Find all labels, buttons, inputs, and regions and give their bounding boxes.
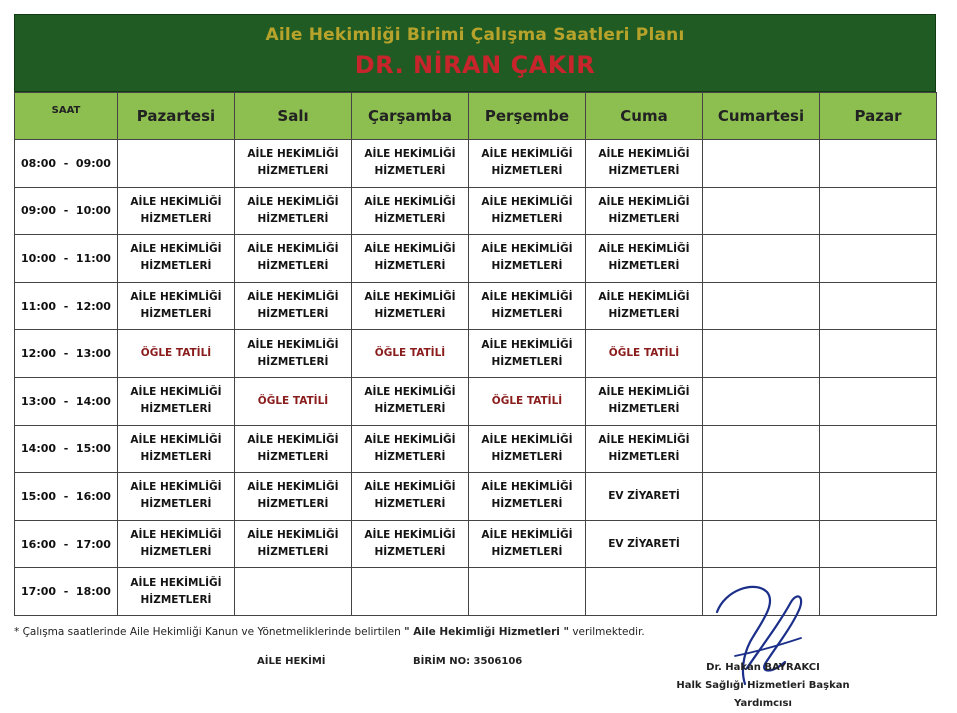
- cell-text-line: AİLE HEKİMLİĞİ: [130, 433, 222, 446]
- table-row: [15, 330, 937, 378]
- empty-cell: [703, 520, 820, 568]
- schedule-table: [14, 92, 937, 616]
- cell-text-line: AİLE HEKİMLİĞİ: [364, 148, 456, 161]
- footnote-emphasis: " Aile Hekimliği Hizmetleri ": [404, 626, 569, 638]
- empty-cell: [703, 425, 820, 473]
- schedule-cell: [469, 282, 586, 330]
- cell-text-line: HİZMETLERİ: [491, 165, 563, 178]
- cell-text-line: AİLE HEKİMLİĞİ: [598, 386, 690, 399]
- cell-text-line: AİLE HEKİMLİĞİ: [364, 481, 456, 494]
- cell-text-line: AİLE HEKİMLİĞİ: [247, 148, 339, 161]
- lunch-break-cell: [586, 330, 703, 378]
- schedule-cell: [235, 235, 352, 283]
- cell-text-line: AİLE HEKİMLİĞİ: [247, 433, 339, 446]
- footnote-suffix: verilmektedir.: [568, 626, 645, 638]
- table-row: [15, 140, 937, 188]
- schedule-cell: [469, 520, 586, 568]
- cell-text-line: AİLE HEKİMLİĞİ: [364, 243, 456, 256]
- schedule-cell: [352, 140, 469, 188]
- schedule-cell: [352, 377, 469, 425]
- cell-text-line: AİLE HEKİMLİĞİ: [481, 481, 573, 494]
- cell-text-line: HİZMETLERİ: [140, 546, 212, 559]
- cell-text-line: AİLE HEKİMLİĞİ: [364, 291, 456, 304]
- column-header-pazar: Pazar: [820, 93, 937, 140]
- empty-cell: [820, 187, 937, 235]
- schedule-cell: [352, 282, 469, 330]
- cell-text-line: HİZMETLERİ: [491, 212, 563, 225]
- schedule-cell: [118, 520, 235, 568]
- empty-cell: [820, 377, 937, 425]
- cell-text-line: AİLE HEKİMLİĞİ: [481, 243, 573, 256]
- cell-text-line: AİLE HEKİMLİĞİ: [598, 243, 690, 256]
- schedule-cell: [352, 235, 469, 283]
- cell-text-line: AİLE HEKİMLİĞİ: [481, 148, 573, 161]
- cell-text-line: HİZMETLERİ: [608, 260, 680, 273]
- cell-text-line: HİZMETLERİ: [608, 403, 680, 416]
- schedule-cell: [586, 473, 703, 521]
- cell-text-line: HİZMETLERİ: [374, 546, 446, 559]
- column-header-cumartesi: Cumartesi: [703, 93, 820, 140]
- cell-text-line: ÖĞLE TATİLİ: [140, 347, 212, 360]
- column-header-sali: Salı: [235, 93, 352, 140]
- lunch-break-cell: [469, 377, 586, 425]
- column-header-pazartesi: Pazartesi: [118, 93, 235, 140]
- plan-title: Aile Hekimliği Birimi Çalışma Saatleri Planı: [265, 25, 685, 45]
- schedule-cell: [352, 473, 469, 521]
- cell-text-line: HİZMETLERİ: [140, 212, 212, 225]
- cell-text-line: ÖĞLE TATİLİ: [374, 347, 446, 360]
- cell-text-line: HİZMETLERİ: [374, 450, 446, 463]
- schedule-cell: [235, 282, 352, 330]
- cell-text-line: ÖĞLE TATİLİ: [608, 347, 680, 360]
- cell-text-line: HİZMETLERİ: [608, 308, 680, 321]
- time-slot: 11:00 - 12:00: [15, 282, 118, 330]
- schedule-cell: [469, 473, 586, 521]
- empty-cell: [820, 473, 937, 521]
- empty-cell: [703, 330, 820, 378]
- time-slot: 13:00 - 14:00: [15, 377, 118, 425]
- time-slot: 09:00 - 10:00: [15, 187, 118, 235]
- empty-cell: [820, 140, 937, 188]
- empty-cell: [235, 568, 352, 616]
- cell-text-line: AİLE HEKİMLİĞİ: [364, 386, 456, 399]
- schedule-cell: [235, 425, 352, 473]
- cell-text-line: AİLE HEKİMLİĞİ: [364, 529, 456, 542]
- cell-text-line: AİLE HEKİMLİĞİ: [481, 433, 573, 446]
- official-title: Halk Sağlığı Hizmetleri Başkan Yardımcısı: [676, 680, 850, 709]
- column-header-saat: SAAT: [15, 93, 118, 140]
- schedule-cell: [235, 140, 352, 188]
- table-row: [15, 282, 937, 330]
- empty-cell: [118, 140, 235, 188]
- empty-cell: [586, 568, 703, 616]
- cell-text-line: EV ZİYARETİ: [608, 489, 680, 502]
- cell-text-line: HİZMETLERİ: [374, 260, 446, 273]
- cell-text-line: HİZMETLERİ: [257, 260, 329, 273]
- cell-text-line: AİLE HEKİMLİĞİ: [598, 433, 690, 446]
- empty-cell: [703, 235, 820, 283]
- cell-text-line: AİLE HEKİMLİĞİ: [247, 529, 339, 542]
- cell-text-line: HİZMETLERİ: [257, 212, 329, 225]
- cell-text-line: AİLE HEKİMLİĞİ: [130, 529, 222, 542]
- schedule-cell: [118, 473, 235, 521]
- empty-cell: [703, 140, 820, 188]
- doctor-name: DR. NİRAN ÇAKIR: [354, 51, 596, 79]
- official-signature-block: [648, 659, 878, 713]
- cell-text-line: ÖĞLE TATİLİ: [257, 394, 329, 407]
- schedule-cell: [586, 425, 703, 473]
- cell-text-line: AİLE HEKİMLİĞİ: [130, 576, 222, 589]
- cell-text-line: AİLE HEKİMLİĞİ: [247, 338, 339, 351]
- cell-text-line: AİLE HEKİMLİĞİ: [130, 243, 222, 256]
- table-row: [15, 377, 937, 425]
- cell-text-line: HİZMETLERİ: [374, 165, 446, 178]
- cell-text-line: HİZMETLERİ: [140, 308, 212, 321]
- schedule-cell: [469, 140, 586, 188]
- unit-number-label: BİRİM NO: 3506106: [413, 656, 523, 667]
- schedule-cell: [586, 282, 703, 330]
- empty-cell: [820, 520, 937, 568]
- schedule-cell: [235, 473, 352, 521]
- cell-text-line: AİLE HEKİMLİĞİ: [130, 291, 222, 304]
- empty-cell: [703, 473, 820, 521]
- time-slot: 10:00 - 11:00: [15, 235, 118, 283]
- cell-text-line: AİLE HEKİMLİĞİ: [598, 148, 690, 161]
- footnote-prefix: * Çalışma saatlerinde Aile Hekimliği Kanun ve Yönetmeliklerinde belirtilen: [14, 626, 405, 638]
- cell-text-line: HİZMETLERİ: [140, 498, 212, 511]
- schedule-cell: [235, 520, 352, 568]
- column-header-carsamba: Çarşamba: [352, 93, 469, 140]
- cell-text-line: EV ZİYARETİ: [608, 537, 680, 550]
- empty-cell: [469, 568, 586, 616]
- schedule-cell: [235, 187, 352, 235]
- table-row: [15, 235, 937, 283]
- lunch-break-cell: [118, 330, 235, 378]
- footnote: [14, 626, 645, 638]
- cell-text-line: HİZMETLERİ: [257, 546, 329, 559]
- schedule-cell: [352, 187, 469, 235]
- cell-text-line: HİZMETLERİ: [257, 355, 329, 368]
- time-slot: 16:00 - 17:00: [15, 520, 118, 568]
- cell-text-line: AİLE HEKİMLİĞİ: [481, 338, 573, 351]
- schedule-cell: [586, 520, 703, 568]
- cell-text-line: HİZMETLERİ: [491, 546, 563, 559]
- cell-text-line: AİLE HEKİMLİĞİ: [481, 291, 573, 304]
- cell-text-line: AİLE HEKİMLİĞİ: [598, 291, 690, 304]
- empty-cell: [703, 187, 820, 235]
- schedule-cell: [586, 187, 703, 235]
- cell-text-line: AİLE HEKİMLİĞİ: [247, 243, 339, 256]
- cell-text-line: HİZMETLERİ: [491, 450, 563, 463]
- cell-text-line: AİLE HEKİMLİĞİ: [364, 195, 456, 208]
- column-header-persembe: Perşembe: [469, 93, 586, 140]
- table-row: [15, 187, 937, 235]
- empty-cell: [820, 330, 937, 378]
- empty-cell: [703, 377, 820, 425]
- empty-cell: [820, 235, 937, 283]
- cell-text-line: HİZMETLERİ: [491, 355, 563, 368]
- schedule-cell: [586, 140, 703, 188]
- lunch-break-cell: [352, 330, 469, 378]
- cell-text-line: HİZMETLERİ: [491, 308, 563, 321]
- cell-text-line: HİZMETLERİ: [140, 450, 212, 463]
- time-slot: 15:00 - 16:00: [15, 473, 118, 521]
- empty-cell: [352, 568, 469, 616]
- schedule-cell: [352, 520, 469, 568]
- doctor-signature-label: AİLE HEKİMİ: [257, 656, 326, 667]
- schedule-cell: [469, 425, 586, 473]
- table-row: [15, 425, 937, 473]
- schedule-body: [15, 140, 937, 616]
- time-slot: 08:00 - 09:00: [15, 140, 118, 188]
- official-name: Dr. Hakan BAYRAKCI: [706, 662, 820, 673]
- cell-text-line: AİLE HEKİMLİĞİ: [130, 195, 222, 208]
- schedule-sheet: [14, 14, 936, 616]
- cell-text-line: HİZMETLERİ: [491, 260, 563, 273]
- schedule-cell: [586, 235, 703, 283]
- column-header-cuma: Cuma: [586, 93, 703, 140]
- table-row: [15, 473, 937, 521]
- table-row: [15, 520, 937, 568]
- schedule-cell: [235, 330, 352, 378]
- schedule-cell: [118, 235, 235, 283]
- cell-text-line: HİZMETLERİ: [608, 165, 680, 178]
- cell-text-line: ÖĞLE TATİLİ: [491, 394, 563, 407]
- lunch-break-cell: [235, 377, 352, 425]
- time-slot: 17:00 - 18:00: [15, 568, 118, 616]
- empty-cell: [703, 282, 820, 330]
- cell-text-line: HİZMETLERİ: [374, 403, 446, 416]
- schedule-cell: [118, 377, 235, 425]
- schedule-cell: [586, 377, 703, 425]
- cell-text-line: HİZMETLERİ: [140, 593, 212, 606]
- cell-text-line: HİZMETLERİ: [257, 450, 329, 463]
- cell-text-line: AİLE HEKİMLİĞİ: [481, 195, 573, 208]
- cell-text-line: AİLE HEKİMLİĞİ: [130, 481, 222, 494]
- cell-text-line: HİZMETLERİ: [140, 260, 212, 273]
- schedule-cell: [118, 187, 235, 235]
- cell-text-line: AİLE HEKİMLİĞİ: [247, 481, 339, 494]
- schedule-cell: [469, 235, 586, 283]
- cell-text-line: HİZMETLERİ: [257, 498, 329, 511]
- cell-text-line: HİZMETLERİ: [140, 403, 212, 416]
- header-row: [15, 93, 937, 140]
- time-slot: 14:00 - 15:00: [15, 425, 118, 473]
- cell-text-line: HİZMETLERİ: [374, 498, 446, 511]
- cell-text-line: AİLE HEKİMLİĞİ: [247, 195, 339, 208]
- cell-text-line: HİZMETLERİ: [491, 498, 563, 511]
- schedule-cell: [469, 187, 586, 235]
- schedule-cell: [118, 282, 235, 330]
- cell-text-line: AİLE HEKİMLİĞİ: [481, 529, 573, 542]
- schedule-cell: [469, 330, 586, 378]
- cell-text-line: AİLE HEKİMLİĞİ: [247, 291, 339, 304]
- cell-text-line: AİLE HEKİMLİĞİ: [364, 433, 456, 446]
- cell-text-line: HİZMETLERİ: [374, 308, 446, 321]
- schedule-cell: [118, 425, 235, 473]
- cell-text-line: HİZMETLERİ: [257, 308, 329, 321]
- schedule-cell: [118, 568, 235, 616]
- time-slot: 12:00 - 13:00: [15, 330, 118, 378]
- cell-text-line: AİLE HEKİMLİĞİ: [598, 195, 690, 208]
- empty-cell: [820, 282, 937, 330]
- title-bar: [14, 14, 936, 92]
- schedule-cell: [352, 425, 469, 473]
- cell-text-line: HİZMETLERİ: [257, 165, 329, 178]
- cell-text-line: HİZMETLERİ: [608, 212, 680, 225]
- cell-text-line: HİZMETLERİ: [608, 450, 680, 463]
- cell-text-line: AİLE HEKİMLİĞİ: [130, 386, 222, 399]
- empty-cell: [820, 568, 937, 616]
- empty-cell: [820, 425, 937, 473]
- cell-text-line: HİZMETLERİ: [374, 212, 446, 225]
